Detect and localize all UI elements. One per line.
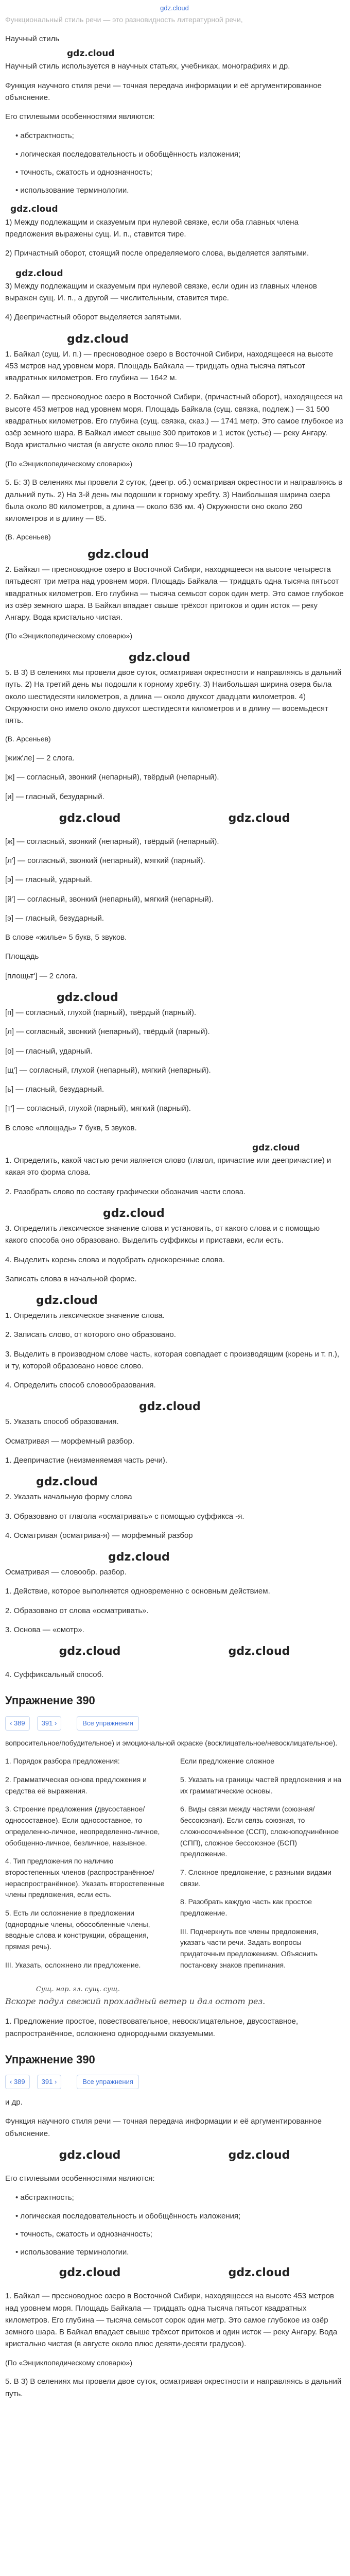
next-button[interactable]: 391 › — [37, 1716, 62, 1731]
two-col-table — [5, 1756, 344, 1978]
watermark: gdz.cloud — [252, 1142, 300, 1153]
site-brand[interactable]: gdz.cloud — [160, 4, 189, 12]
list-item: • использование терминологии. — [15, 2248, 129, 2257]
list-item: • точность, сжатость и однозначность; — [15, 2229, 152, 2239]
text-p8: 4) Деепричастный оборот выделяется запятыми. — [5, 313, 182, 322]
phon-line: [ж] — согласный, звонкий (непарный), твёрдый (непарный). — [5, 773, 219, 782]
text-p17: (В. Арсеньев) — [5, 735, 51, 743]
section-end-text: 1. Предложение простое, повествовательное, невосклицательное, двусоставное, распространённое, осложнено однородными сказуемыми. — [5, 2017, 299, 2038]
text-p31: 4. Определить способ словообразования. — [5, 1381, 156, 1390]
text-p30: 3. Выделить в производном слове часть, которая совпадает с производящим (корень и т. п.), и ту, которой образовано новое слово. — [5, 1349, 340, 1370]
list-item: • точность, сжатость и однозначность; — [15, 167, 152, 177]
left-item: III. Указать, осложнено ли предложение. — [5, 1960, 141, 1969]
text-p24: 2. Разобрать слово по составу графически обозначив части слова. — [5, 1187, 246, 1196]
watermark: gdz.cloud — [36, 1476, 98, 1489]
list-item: • логическая последовательность и обобщённость изложения; — [15, 149, 241, 159]
watermark-row — [5, 1643, 344, 1660]
next-button[interactable]: 391 › — [37, 2075, 62, 2089]
text-p25: 3. Определить лексическое значение слова и установить, от какого слова и с помощью какого способа оно образовано. Выделить суффиксы и приставки, если есть. — [5, 1224, 320, 1245]
text-p5: 1) Между подлежащим и сказуемым при нулевой связке, если оба главных члена предложения выражены сущ. И. п., ставится тире. — [5, 217, 299, 239]
watermark: gdz.cloud — [129, 651, 190, 665]
watermark-row — [5, 2264, 344, 2282]
left-col — [5, 1756, 169, 1978]
phon-line: [й'] — согласный, звонкий (непарный), мягкий (непарный). — [5, 894, 214, 904]
pager — [5, 1716, 344, 1731]
text-p42: 4. Суффиксальный способ. — [5, 1670, 104, 1680]
intro-top: Функциональный стиль речи — это разновидность литературной речи, — [5, 15, 243, 24]
text-p9: 1. Байкал (сущ. И. п.) — пресноводное озеро в Восточной Сибири, находящееся на высоте 453 метров над уровнем моря. Площадь Байкала — тридцать одна тысяча пятьсот квадратных километров. Его глубина — 1642 м. — [5, 349, 334, 383]
text-p38: Осматривая — словообр. разбор. — [5, 1568, 127, 1577]
text-p7: 3) Между подлежащим и сказуемым при нулевой связке, если один из главных членов выражен сущ. И. п., а другой — числительным, ставится тире. — [5, 281, 317, 303]
left-item: 1. Порядок разбора предложения: — [5, 1757, 120, 1766]
text-p27: Записать слова в начальной форме. — [5, 1274, 137, 1283]
text-p14: 2. Байкал — пресноводное озеро в Восточной Сибири, находящееся на высоте четыреста пятьдесят три метра над уровнем моря. Площадь Байкала — тридцать одна тысяча пятьсот квадратных километров. Его глубина — тысяча семьсот сорок один метр. Это самое глубокое из озёр земного шара. В Байкал впадает свыше трёхсот притоков и один исток — реку Ангару. Вода кристально чистая. — [5, 565, 344, 622]
text-p13: (В. Арсеньев) — [5, 533, 51, 541]
phon-line: [щ'] — согласный, глухой (непарный), мягкий (непарный). — [5, 1065, 211, 1075]
text-p10: 2. Байкал — пресноводное озеро в Восточной Сибири, (причастный оборот), находящееся на высоте 453 метров над уровнем моря. Площадь Байкала (сущ. связка, подлеж.) — 31 500 квадратных километров. Его глубина (сущ. связка, сказ.) — 1741 метр. Это самое глубокое из озёр земного шара. В Байкал имеет свыше 300 притоков и 1 исток (устье) — реку Ангару. Вода кристально чистая (в августе около плюс 9—10 градусов). — [5, 393, 343, 450]
text-p11: (По «Энциклопедическому словарю») — [5, 459, 132, 468]
text-p40: 2. Образовано от слова «осматривать». — [5, 1606, 149, 1615]
text-p23: 1. Определить, какой частью речи является слово (глагол, причастие или деепричастие) и какая это форма слова. — [5, 1156, 331, 1177]
text-p28: 1. Определить лексическое значение слова. — [5, 1311, 165, 1320]
phon-line: [т'] — согласный, глухой (парный), мягкий (парный). — [5, 1104, 191, 1113]
phon-line: [и] — гласный, безударный. — [5, 792, 104, 801]
watermark: gdz.cloud — [228, 811, 290, 825]
watermark: gdz.cloud — [36, 1294, 98, 1308]
text-p33: Осматривая — морфемный разбор. — [5, 1436, 134, 1446]
watermark: gdz.cloud — [108, 1551, 170, 1564]
right-item: 7. Сложное предложение, с разными видами связи. — [180, 1868, 331, 1888]
right-item: III. Подчеркнуть все члены предложения, указать части речи. Задать вопросы придаточным предложениям. Объяснить постановку знаков препинания. — [180, 1927, 319, 1969]
text: 5. В 3) В селениях мы провели двое суток, осматривая окрестности и направляясь в дальний путь. — [5, 2377, 342, 2398]
all-exercises-button[interactable]: Все упражнения — [77, 2075, 139, 2089]
text-p3: Функция научного стиля речи — точная передача информации и её аргументированное объяснение. — [5, 81, 322, 102]
left-item: 2. Грамматическая основа предложения и средства её выражения. — [5, 1775, 147, 1795]
watermark: gdz.cloud — [59, 1645, 121, 1658]
text-p6: 2) Причастный оборот, стоящий после определяемого слова, выделяется запятыми. — [5, 249, 309, 258]
watermark: gdz.cloud — [67, 332, 129, 346]
watermark: gdz.cloud — [59, 2148, 121, 2162]
text-p12: 5. Б: 3) В селениях мы провели 2 суток, (деепр. об.) осматривая окрестности и направляясь в дальний путь. 2) На 3-й день мы подошли к горному хребту. 3) Наибольшая ширина озера была около 80 километров, а длина — около 636 км. 4) Окружности оно около 260 километров и в длину — 85. — [5, 478, 343, 523]
text-p39: 1. Действие, которое выполняется одновременно с основным действием. — [5, 1587, 270, 1596]
list-item: • использование терминологии. — [15, 186, 129, 195]
right-item: Если предложение сложное — [180, 1757, 275, 1766]
right-col — [180, 1756, 344, 1978]
phon-line: [о] — гласный, ударный. — [5, 1046, 93, 1056]
phon-line: [ь] — гласный, безударный. — [5, 1085, 104, 1094]
text-p37: 4. Осматривая (осматрива-я) — морфемный разбор — [5, 1531, 193, 1540]
list-item: • логическая последовательность и обобщённость изложения; — [15, 2211, 241, 2221]
text-p16: 5. В 3) В селениях мы провели двое суток, осматривая окрестности и направляясь в дальний путь. 2) На третий день мы подошли к горному хребту. 3) Наибольшая ширина озера была около шестидесяти километров, а длина — около двухсот двадцати километров. 4) Окружности оно имело около двухсот шестидесяти километров и в длину — восемьдесят пять. — [5, 668, 342, 725]
watermark: gdz.cloud — [15, 268, 63, 279]
list-item: • абстрактность; — [15, 2193, 74, 2202]
section-title: Упражнение 390 — [5, 1694, 95, 1707]
watermark: gdz.cloud — [139, 1400, 201, 1414]
left-item: 5. Есть ли осложнение в предложении (однородные члены, обособленные члены, вводные слова и конструкции, обращения, прямая речь). — [5, 1908, 150, 1951]
watermark: gdz.cloud — [228, 2266, 290, 2280]
text: (По «Энциклопедическому словарю») — [5, 2358, 132, 2367]
handwritten-parts: Сущ. нар. гл. сущ. сущ. — [36, 1986, 120, 1994]
text: 1. Байкал — пресноводное озеро в Восточной Сибири, находящееся на высоте 453 метров над уровнем моря. Площадь Байкала — тридцать одна тысяча пятьсот квадратных километров. Его глубина — тысяча семьсот сорок один метр. Это самое глубокое из озёр земного шара. В Байкал впадает свыше трёхсот притоков и один исток — реку Ангару. Вода кристально чистая (в августе около плюс девяти-десяти градусов). — [5, 2292, 338, 2349]
list-item: • абстрактность; — [15, 131, 74, 141]
watermark: gdz.cloud — [228, 1645, 290, 1658]
section2-title: Упражнение 390 — [5, 2053, 95, 2066]
right-item: 5. Указать на границы частей предложения и на их грамматические основы. — [180, 1775, 342, 1795]
phon-line: [э] — гласный, ударный. — [5, 875, 92, 885]
text-p22: В слове «площадь» 7 букв, 5 звуков. — [5, 1123, 137, 1132]
prev-button[interactable]: ‹ 389 — [5, 2075, 30, 2089]
text-p35: 2. Указать начальную форму слова — [5, 1493, 132, 1502]
text-p21: [площьт'] — 2 слога. — [5, 971, 78, 980]
left-item: 3. Строение предложения (двусоставное/односоставное). Если односоставное, то определенно-личное, неопределенно-личное, обобщенно-личное, безличное, назывное. — [5, 1805, 160, 1847]
text-p32: 5. Указать способ образования. — [5, 1417, 119, 1427]
watermark-row — [5, 810, 344, 827]
watermark: gdz.cloud — [87, 548, 149, 562]
prev-button[interactable]: ‹ 389 — [5, 1716, 30, 1731]
text-p4: Его стилевыми особенностями являются: — [5, 112, 155, 122]
text-p2: Научный стиль используется в научных статьях, учебниках, монографиях и др. — [5, 62, 290, 71]
all-exercises-button[interactable]: Все упражнения — [77, 1716, 139, 1731]
right-item: 8. Разобрать каждую часть как простое предложение. — [180, 1897, 312, 1917]
text-p18: [жиж'ле] — 2 слога. — [5, 754, 75, 763]
watermark: gdz.cloud — [103, 1207, 165, 1220]
text: Функция научного стиля речи — точная передача информации и её аргументированное объяснение. — [5, 2117, 322, 2138]
watermark: gdz.cloud — [57, 991, 118, 1004]
handwritten-block — [5, 1983, 344, 2008]
left-item: 4. Тип предложения по наличию второстепенных членов (распространённое/нераспространённое). Указать второстепенные члены предложения, если есть. — [5, 1857, 165, 1899]
text-p1: Научный стиль — [5, 34, 60, 43]
phon-line: [л] — согласный, звонкий (непарный), твёрдый (парный). — [5, 1027, 210, 1037]
watermark: gdz.cloud — [228, 2148, 290, 2162]
pager — [5, 2075, 344, 2089]
text-p15: (По «Энциклопедическому словарю») — [5, 632, 132, 640]
text: и др. — [5, 2098, 23, 2107]
phon-line: [ж] — согласный, звонкий (непарный), твёрдый (непарный). — [5, 837, 219, 846]
text-p26: 4. Выделить корень слова и подобрать однокоренные слова. — [5, 1255, 225, 1264]
watermark: gdz.cloud — [59, 2266, 121, 2280]
text: Его стилевыми особенностями являются: — [5, 2174, 155, 2183]
watermark: gdz.cloud — [10, 204, 58, 215]
text-p20: Площадь — [5, 952, 39, 961]
watermark: gdz.cloud — [59, 811, 121, 825]
watermark: gdz.cloud — [67, 48, 115, 59]
phon-line: [л'] — согласный, звонкий (непарный), мягкий (парный). — [5, 856, 205, 866]
text-p34: 1. Деепричастие (неизменяемая часть речи). — [5, 1455, 168, 1465]
text-p36: 3. Образовано от глагола «осматривать» с помощью суффикса -я. — [5, 1512, 244, 1521]
watermark-row — [5, 2147, 344, 2164]
phon-line: [п] — согласный, глухой (парный), твёрдый (парный). — [5, 1008, 197, 1018]
right-item: 6. Виды связи между частями (союзная/бессоюзная). Если связь союзная, то сложносочинённое (ССП), сложноподчинённое (СПП), сложное бессоюзное (БСП) предложение. — [180, 1805, 339, 1858]
handwritten-sentence: Вскоре подул свежий прохладный ветер и дал остот рез. — [5, 1995, 265, 2009]
text-p19: В слове «жилье» 5 букв, 5 звуков. — [5, 933, 127, 942]
section-lead: вопросительное/побудительное) и эмоциональной окраске (восклицательное/невосклицательное). — [5, 1738, 338, 1747]
phon-line: [э] — гласный, безударный. — [5, 913, 104, 923]
text-p29: 2. Записать слово, от которого оно образовано. — [5, 1330, 176, 1340]
text-p41: 3. Основа — «смотр». — [5, 1625, 84, 1634]
